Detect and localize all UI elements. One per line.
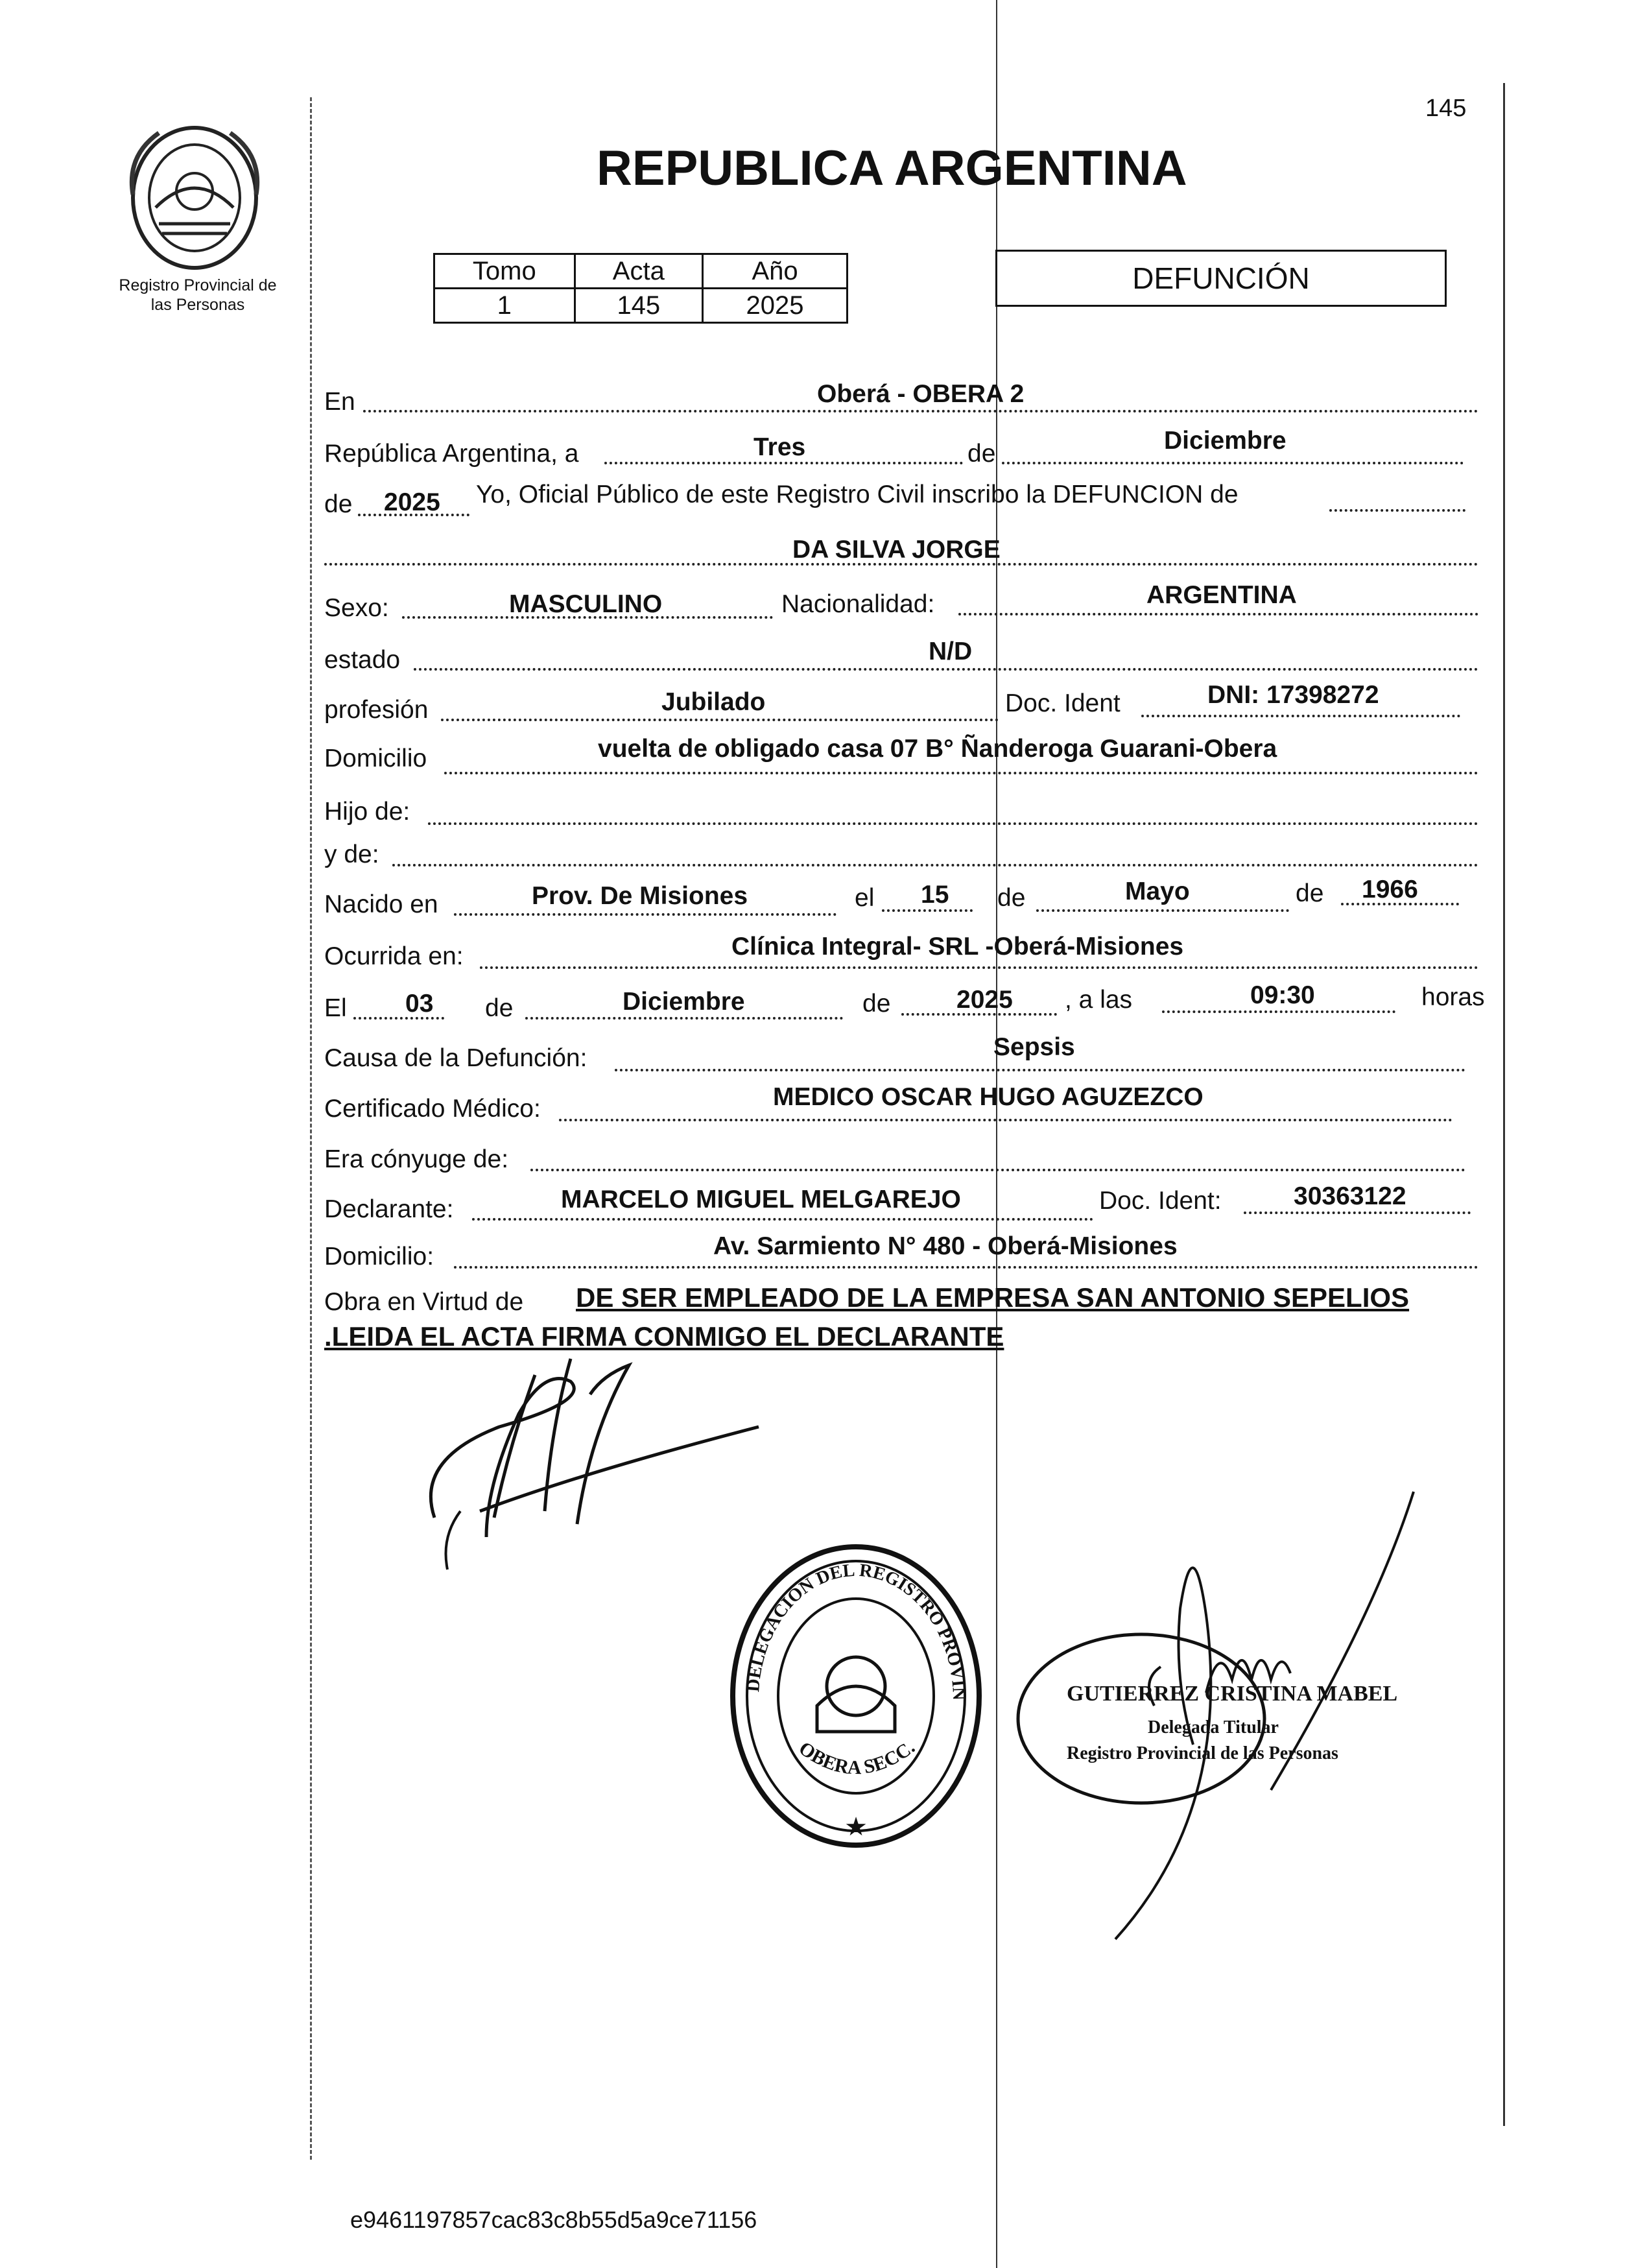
label-declarante: Declarante: <box>324 1195 454 1223</box>
label-domicilio-declarante: Domicilio: <box>324 1243 434 1271</box>
field-dia: Tres <box>753 433 806 461</box>
document-hash: e9461197857cac83c8b55d5a9ce71156 <box>350 2206 757 2233</box>
label-y-de: y de: <box>324 841 379 868</box>
stamp-outer-text: DELEGACION DEL REGISTRO PROVIN <box>743 1560 969 1701</box>
label-domicilio: Domicilio <box>324 745 427 772</box>
field-obra-linea-1: DE SER EMPLEADO DE LA EMPRESA SAN ANTONIO SEPELIOS <box>576 1282 1410 1313</box>
field-causa: Sepsis <box>993 1033 1075 1061</box>
stamp-inner-text: OBERA SECC. <box>794 1736 919 1779</box>
label-estado: estado <box>324 646 401 674</box>
field-ocurrida-en: Clínica Integral- SRL -Oberá-Misiones <box>731 933 1184 961</box>
label-causa: Causa de la Defunción: <box>324 1044 587 1072</box>
official-role: Delegada Titular <box>1148 1717 1279 1737</box>
field-defuncion-mes: Diciembre <box>623 988 745 1016</box>
label-horas: horas <box>1421 983 1485 1011</box>
header-anio: Año <box>703 254 848 289</box>
label-el-cap: El <box>324 994 347 1022</box>
field-nacido-en: Prov. De Misiones <box>532 882 748 910</box>
field-declarante-doc: 30363122 <box>1294 1182 1406 1210</box>
field-declarante: MARCELO MIGUEL MELGAREJO <box>561 1186 961 1213</box>
value-acta: 145 <box>575 289 702 323</box>
label-nacido-en: Nacido en <box>324 890 438 918</box>
label-yo-oficial: Yo, Oficial Público de este Registro Civil inscribo la DEFUNCION de <box>476 481 1239 508</box>
label-de-6: de <box>862 990 891 1018</box>
field-domicilio: vuelta de obligado casa 07 B° Ñanderoga Guarani-Obera <box>598 735 1277 763</box>
label-de-1: de <box>967 440 996 468</box>
field-hora: 09:30 <box>1250 981 1315 1009</box>
field-defuncion-anio: 2025 <box>956 986 1013 1014</box>
record-table <box>433 253 848 324</box>
value-tomo: 1 <box>434 289 575 323</box>
field-nacimiento-mes: Mayo <box>1125 877 1190 905</box>
field-profesion: Jubilado <box>661 688 766 716</box>
record-type-box <box>995 250 1447 307</box>
label-de-4: de <box>1296 879 1324 907</box>
field-obra-linea-2: .LEIDA EL ACTA FIRMA CONMIGO EL DECLARANTE <box>324 1321 1004 1352</box>
label-a-las: , a las <box>1065 986 1133 1014</box>
label-sexo: Sexo: <box>324 594 389 622</box>
svg-text:★: ★ <box>844 1813 868 1841</box>
field-nombre: DA SILVA JORGE <box>792 536 1001 564</box>
field-anio-inscripcion: 2025 <box>384 488 440 516</box>
registry-round-stamp <box>720 1537 992 1861</box>
label-de-5: de <box>485 994 514 1022</box>
label-en: En <box>324 388 355 416</box>
label-doc-ident-declarante: Doc. Ident: <box>1099 1187 1222 1215</box>
registry-line-2: las Personas <box>150 296 245 314</box>
page-title: REPUBLICA ARGENTINA <box>597 141 1187 196</box>
label-de-3: de <box>997 884 1026 912</box>
field-mes-inscripcion: Diciembre <box>1164 427 1287 455</box>
record-type: DEFUNCIÓN <box>1132 261 1310 295</box>
header-acta: Acta <box>575 254 702 289</box>
label-republica: República Argentina, a <box>324 440 579 468</box>
field-defuncion-dia: 03 <box>405 990 434 1018</box>
page-number: 145 <box>1425 95 1467 122</box>
label-hijo-de: Hijo de: <box>324 798 410 826</box>
field-lugar: Oberá - OBERA 2 <box>817 380 1025 408</box>
fold-line <box>996 0 997 2268</box>
label-nacionalidad: Nacionalidad: <box>781 590 935 618</box>
right-margin-line <box>1503 83 1505 2126</box>
label-ocurrida-en: Ocurrida en: <box>324 942 464 970</box>
label-doc-ident: Doc. Ident <box>1005 689 1121 717</box>
registry-line-1: Registro Provincial de <box>119 276 277 294</box>
left-margin-line <box>310 97 312 2160</box>
official-name: GUTIERREZ CRISTINA MABEL <box>1067 1682 1398 1706</box>
label-certificado: Certificado Médico: <box>324 1095 541 1123</box>
label-profesion: profesión <box>324 696 429 724</box>
field-dni: DNI: 17398272 <box>1207 681 1379 709</box>
field-sexo: MASCULINO <box>509 590 663 618</box>
province-logo <box>120 117 269 272</box>
field-nacionalidad: ARGENTINA <box>1146 581 1297 609</box>
value-anio: 2025 <box>703 289 848 323</box>
label-de-2: de <box>324 490 353 518</box>
label-el: el <box>855 884 875 912</box>
official-signature <box>1102 1485 1440 1952</box>
field-nacimiento-dia: 15 <box>921 881 949 909</box>
field-certificado: MEDICO OSCAR HUGO AGUZEZCO <box>773 1083 1204 1111</box>
field-declarante-domicilio: Av. Sarmiento N° 480 - Oberá-Misiones <box>713 1232 1178 1260</box>
official-office: Registro Provincial de las Personas <box>1067 1743 1338 1763</box>
field-estado: N/D <box>929 638 973 665</box>
header-tomo: Tomo <box>434 254 575 289</box>
label-obra: Obra en Virtud de <box>324 1288 524 1316</box>
field-nacimiento-anio: 1966 <box>1362 876 1418 903</box>
label-conyuge: Era cónyuge de: <box>324 1145 509 1173</box>
